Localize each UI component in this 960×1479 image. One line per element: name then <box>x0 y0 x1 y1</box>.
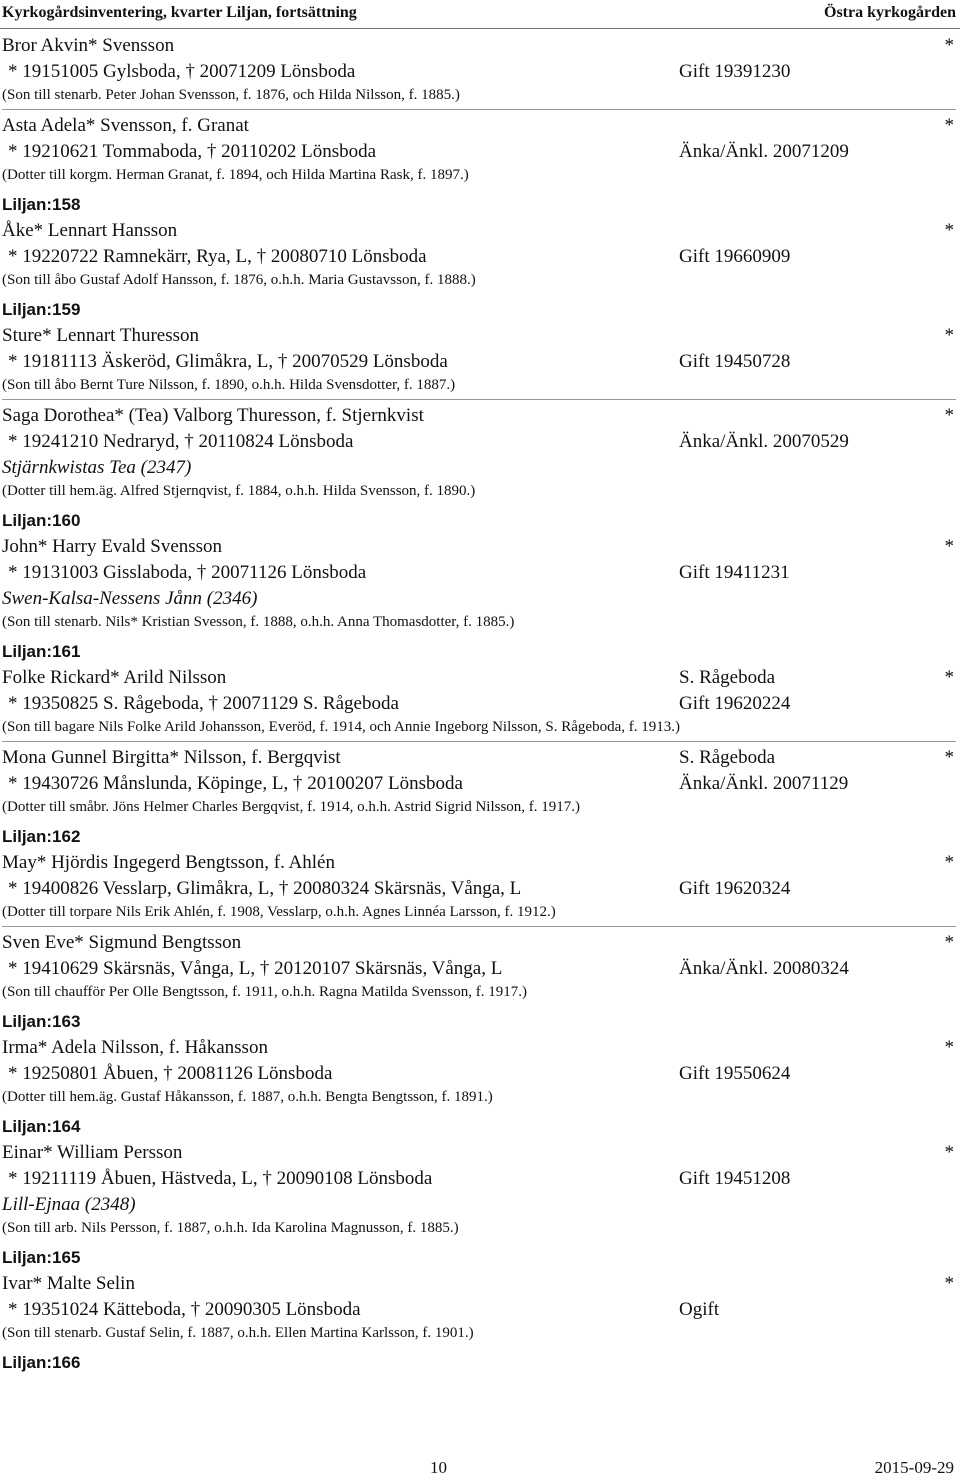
name-line <box>2 665 956 691</box>
marital-status: Gift 19660909 <box>679 246 791 267</box>
life-line <box>2 771 956 797</box>
life-line <box>2 244 956 270</box>
birth-marker: * <box>944 115 954 136</box>
person-name: May* Hjördis Ingegerd Bengtsson, f. Ahlén <box>2 852 335 873</box>
marital-status: Gift 19411231 <box>679 562 790 583</box>
residence-place: S. Rågeboda <box>679 667 776 688</box>
name-line <box>2 850 956 876</box>
burial-record <box>2 1035 956 1111</box>
life-line <box>2 349 956 375</box>
life-line <box>2 1061 956 1087</box>
burial-record <box>2 534 956 636</box>
parents-info: (Dotter till korgm. Herman Granat, f. 1894, och Hilda Martina Rask, f. 1897.) <box>2 167 469 183</box>
burial-record <box>2 1271 956 1347</box>
marital-status: Änka/Änkl. 20070529 <box>679 431 849 452</box>
parents-info: (Dotter till torpare Nils Erik Ahlén, f. 1908, Vesslarp, o.h.h. Agnes Linnéa Larsson, f. 1912.) <box>2 904 556 920</box>
marital-status: Änka/Änkl. 20080324 <box>679 958 849 979</box>
birth-death-dates: * 19210621 Tommaboda, † 20110202 Lönsboda <box>8 141 377 162</box>
birth-death-dates: * 19181113 Äskeröd, Glimåkra, L, † 20070529 Lönsboda <box>8 351 448 372</box>
marital-status: Gift 19450728 <box>679 351 791 372</box>
life-line <box>2 1166 956 1192</box>
burial-record <box>2 33 956 110</box>
name-line <box>2 113 956 139</box>
burial-record <box>2 745 956 821</box>
birth-marker: * <box>944 932 954 953</box>
birth-death-dates: * 19350825 S. Rågeboda, † 20071129 S. Rågeboda <box>8 693 399 714</box>
nickname: Swen-Kalsa-Nessens Jånn (2346) <box>2 588 258 609</box>
birth-death-dates: * 19211119 Åbuen, Hästveda, L, † 20090108 Lönsboda <box>8 1168 433 1189</box>
marital-status: Änka/Änkl. 20071209 <box>679 141 849 162</box>
records-list <box>2 33 956 1376</box>
page-header <box>2 3 956 23</box>
plot-heading: Liljan:163 <box>2 1012 81 1031</box>
birth-death-dates: * 19430726 Månslunda, Köpinge, L, † 20100207 Lönsboda <box>8 773 463 794</box>
burial-record <box>2 218 956 294</box>
parents-info: (Son till arb. Nils Persson, f. 1887, o.h.h. Ida Karolina Magnusson, f. 1885.) <box>2 1220 459 1236</box>
person-name: Sture* Lennart Thuresson <box>2 325 199 346</box>
life-line <box>2 876 956 902</box>
marital-status: Ogift <box>679 1299 720 1320</box>
person-name: Folke Rickard* Arild Nilsson <box>2 667 227 688</box>
page-number: 10 <box>430 1458 447 1477</box>
person-name: Sven Eve* Sigmund Bengtsson <box>2 932 242 953</box>
plot-heading: Liljan:165 <box>2 1248 81 1267</box>
life-line <box>2 691 956 717</box>
burial-record <box>2 850 956 927</box>
plot-heading: Liljan:162 <box>2 827 81 846</box>
name-line <box>2 1140 956 1166</box>
marital-status: Gift 19620224 <box>679 693 791 714</box>
birth-marker: * <box>944 325 954 346</box>
person-name: Saga Dorothea* (Tea) Valborg Thuresson, f. Stjernkvist <box>2 405 424 426</box>
parents-info: (Son till stenarb. Nils* Kristian Svesson, f. 1888, o.h.h. Anna Thomasdotter, f. 1885.) <box>2 614 515 630</box>
plot-heading: Liljan:164 <box>2 1117 81 1136</box>
header-cemetery: Östra kyrkogården <box>824 4 956 21</box>
plot-heading: Liljan:159 <box>2 300 81 319</box>
parents-info: (Son till stenarb. Gustaf Selin, f. 1887, o.h.h. Ellen Martina Karlsson, f. 1901.) <box>2 1325 474 1341</box>
plot-heading: Liljan:158 <box>2 195 81 214</box>
burial-record <box>2 113 956 189</box>
plot-heading: Liljan:166 <box>2 1353 81 1372</box>
birth-marker: * <box>944 35 954 56</box>
person-name: Mona Gunnel Birgitta* Nilsson, f. Bergqvist <box>2 747 341 768</box>
person-name: Irma* Adela Nilsson, f. Håkansson <box>2 1037 268 1058</box>
nickname: Lill-Ejnaa (2348) <box>2 1194 136 1215</box>
plot-heading: Liljan:160 <box>2 511 81 530</box>
parents-info: (Dotter till hem.äg. Gustaf Håkansson, f. 1887, o.h.h. Bengta Bengtsson, f. 1891.) <box>2 1089 493 1105</box>
person-name: Ivar* Malte Selin <box>2 1273 135 1294</box>
life-line <box>2 59 956 85</box>
parents-info: (Son till bagare Nils Folke Arild Johansson, Everöd, f. 1914, och Annie Ingeborg Nilsson, S. Rågeboda, f. 1913.) <box>2 719 680 735</box>
parents-info: (Dotter till hem.äg. Alfred Stjernqvist, f. 1884, o.h.h. Hilda Svensson, f. 1890.) <box>2 483 476 499</box>
birth-marker: * <box>944 747 954 768</box>
person-name: Åke* Lennart Hansson <box>2 220 178 241</box>
name-line <box>2 745 956 771</box>
parents-info: (Son till åbo Bernt Ture Nilsson, f. 1890, o.h.h. Hilda Svensdotter, f. 1887.) <box>2 377 456 393</box>
birth-marker: * <box>944 667 954 688</box>
header-title: Kyrkogårdsinventering, kvarter Liljan, fortsättning <box>2 4 357 21</box>
name-line <box>2 534 956 560</box>
residence-place: S. Rågeboda <box>679 747 776 768</box>
birth-marker: * <box>944 405 954 426</box>
birth-marker: * <box>944 852 954 873</box>
footer-date: 2015-09-29 <box>874 1458 954 1477</box>
marital-status: Gift 19391230 <box>679 61 791 82</box>
nickname: Stjärnkwistas Tea (2347) <box>2 457 192 478</box>
birth-death-dates: * 19410629 Skärsnäs, Vånga, L, † 20120107 Skärsnäs, Vånga, L <box>8 958 503 979</box>
name-line <box>2 1035 956 1061</box>
name-line <box>2 403 956 429</box>
parents-info: (Dotter till småbr. Jöns Helmer Charles Bergqvist, f. 1914, o.h.h. Astrid Sigrid Nilsson, f. 1917.) <box>2 799 581 815</box>
parents-info: (Son till stenarb. Peter Johan Svensson, f. 1876, och Hilda Nilsson, f. 1885.) <box>2 87 460 103</box>
person-name: Asta Adela* Svensson, f. Granat <box>2 115 249 136</box>
birth-death-dates: * 19220722 Ramnekärr, Rya, L, † 20080710 Lönsboda <box>8 246 427 267</box>
header-divider <box>0 28 960 29</box>
name-line <box>2 1271 956 1297</box>
marital-status: Gift 19451208 <box>679 1168 791 1189</box>
birth-marker: * <box>944 220 954 241</box>
birth-death-dates: * 19241210 Nedraryd, † 20110824 Lönsboda <box>8 431 354 452</box>
burial-record <box>2 323 956 400</box>
name-line <box>2 323 956 349</box>
burial-record <box>2 403 956 505</box>
name-line <box>2 218 956 244</box>
birth-marker: * <box>944 1273 954 1294</box>
parents-info: (Son till chaufför Per Olle Bengtsson, f. 1911, o.h.h. Ragna Matilda Svensson, f. 1917.) <box>2 984 527 1000</box>
marital-status: Gift 19550624 <box>679 1063 791 1084</box>
birth-death-dates: * 19351024 Kätteboda, † 20090305 Lönsboda <box>8 1299 361 1320</box>
page-footer <box>0 1458 960 1478</box>
life-line <box>2 429 956 455</box>
burial-record <box>2 665 956 742</box>
burial-record <box>2 930 956 1006</box>
person-name: John* Harry Evald Svensson <box>2 536 223 557</box>
birth-death-dates: * 19131003 Gisslaboda, † 20071126 Lönsboda <box>8 562 367 583</box>
life-line <box>2 956 956 982</box>
name-line <box>2 33 956 59</box>
birth-marker: * <box>944 1142 954 1163</box>
life-line <box>2 560 956 586</box>
name-line <box>2 930 956 956</box>
burial-record <box>2 1140 956 1242</box>
birth-death-dates: * 19151005 Gylsboda, † 20071209 Lönsboda <box>8 61 356 82</box>
birth-marker: * <box>944 536 954 557</box>
parents-info: (Son till åbo Gustaf Adolf Hansson, f. 1876, o.h.h. Maria Gustavsson, f. 1888.) <box>2 272 476 288</box>
person-name: Bror Akvin* Svensson <box>2 35 175 56</box>
life-line <box>2 139 956 165</box>
life-line <box>2 1297 956 1323</box>
person-name: Einar* William Persson <box>2 1142 183 1163</box>
birth-marker: * <box>944 1037 954 1058</box>
birth-death-dates: * 19250801 Åbuen, † 20081126 Lönsboda <box>8 1063 333 1084</box>
marital-status: Gift 19620324 <box>679 878 791 899</box>
birth-death-dates: * 19400826 Vesslarp, Glimåkra, L, † 20080324 Skärsnäs, Vånga, L <box>8 878 522 899</box>
plot-heading: Liljan:161 <box>2 642 81 661</box>
marital-status: Änka/Änkl. 20071129 <box>679 773 849 794</box>
